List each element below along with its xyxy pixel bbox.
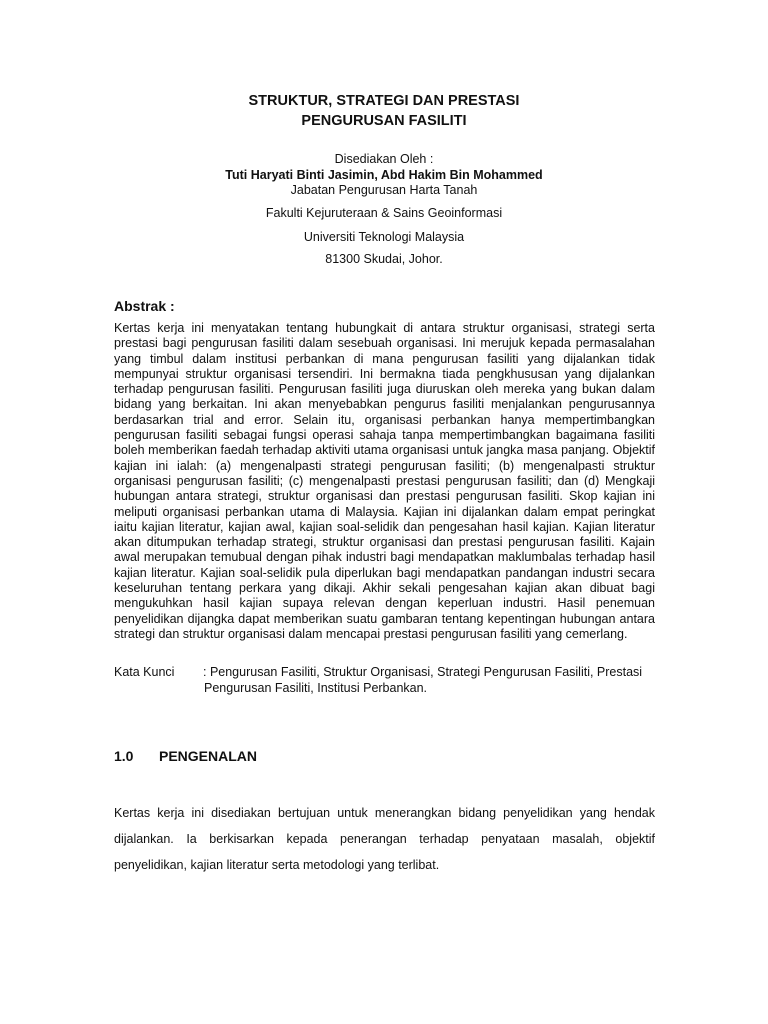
abstract-line: awal merupakan temubual dengan pihak industri bagi mendapatkan maklumbalas terhadap hasil <box>114 550 655 565</box>
abstract-body <box>114 321 655 642</box>
prepared-by-label: Disediakan Oleh : <box>334 152 434 166</box>
abstract-line: mempunyai struktur organisasi tersendiri. Ini bermakna tiada pengkhususan yang dijalankan <box>114 366 655 381</box>
paper-title <box>0 92 768 130</box>
abstract-line: akan ditumpukan terhadap strategi, struktur organisasi dan prestasi pengurusan fasiliti. Kajain <box>114 535 655 550</box>
abstract-line: kajian literatur. Kajian soal-selidik pula diperlukan bagi mendapatkan pandangan industri secara <box>114 565 655 580</box>
keywords-line-1: : Pengurusan Fasiliti, Struktur Organisasi, Strategi Pengurusan Fasiliti, Prestasi <box>203 665 643 679</box>
abstract-line: berdasarkan trial and error. Selain itu, organisasi perbankan hanya mempertimbangkan <box>114 412 655 427</box>
keywords-text <box>203 665 663 696</box>
keywords-line-2: Pengurusan Fasiliti, Institusi Perbankan. <box>204 680 428 695</box>
paper-title-line-2: PENGURUSAN FASILITI <box>301 113 467 129</box>
abstract-line: iaitu kajian literatur, kajian awal, kajian soal-selidik dan pengesahan hasil kajian. Kajian literatur <box>114 519 655 534</box>
abstract-line: hubungan antara strategi, struktur organisasi dan prestasi pengurusan fasiliti. Skop kajian ini <box>114 489 655 504</box>
paper-title-line-1: STRUKTUR, STRATEGI DAN PRESTASI <box>248 93 520 109</box>
abstract-heading: Abstrak : <box>114 298 175 314</box>
abstract-line: meliputi organisasi perbankan utama di Malaysia. Kajian ini dijalankan dalam empat peringkat <box>114 504 655 519</box>
keywords-label: Kata Kunci <box>114 665 175 679</box>
introduction-line: Kertas kerja ini disediakan bertujuan untuk menerangkan bidang penyelidikan yang hendak <box>114 806 655 820</box>
abstract-line: penyelidikan dijangka dapat memberikan suatu gambaran tentang kepentingan hubungan antara <box>114 611 655 626</box>
abstract-line: yang timbul dalam institusi perbankan di mana pengurusan fasiliti yang dijalankan tidak <box>114 351 655 366</box>
author-names: Tuti Haryati Binti Jasimin, Abd Hakim Bin Mohammed <box>225 168 543 182</box>
faculty-name: Fakulti Kejuruteraan & Sains Geoinformasi <box>265 206 503 220</box>
abstract-line: organisasi pengurusan fasiliti; (c) mengenalpasti prestasi pengurusan fasiliti; dan (d) Mengkaji <box>114 473 655 488</box>
abstract-line: prestasi bagi pengurusan fasiliti dalam sesebuah organisasi. Ini merujuk kepada permasalahan <box>114 336 655 351</box>
abstract-line: bidang yang berkaitan. Ini akan menyebabkan pengurus fasiliti menjalankan pengurusannya <box>114 397 655 412</box>
abstract-line: mengukuhkan hasil kajian supaya relevan dengan keperluan industri. Hasil penemuan <box>114 596 655 611</box>
abstract-line: Kertas kerja ini menyatakan tentang hubungkait di antara struktur organisasi, strategi serta <box>114 321 655 335</box>
address: 81300 Skudai, Johor. <box>325 252 443 266</box>
abstract-line: boleh memberikan faedah terhadap aktiviti utama organisasi untuk jangka masa panjang. Objektif <box>114 443 655 458</box>
abstract-line: pengurusan fasiliti sebagai fungsi operasi sahaja tanpa mempertimbangkan bagaimana fasiliti <box>114 428 655 443</box>
section-heading: PENGENALAN <box>159 748 258 764</box>
university-name: Universiti Teknologi Malaysia <box>303 230 465 244</box>
abstract-line: terhadap pengurusan fasiliti. Pengurusan fasiliti juga diuruskan oleh mereka yang bukan dalam <box>114 382 655 397</box>
department-name: Jabatan Pengurusan Harta Tanah <box>290 183 478 197</box>
introduction-line: penyelidikan, kajian literatur serta metodologi yang terlibat. <box>114 858 440 872</box>
abstract-line: kajian ini ialah: (a) mengenalpasti strategi pengurusan fasiliti; (b) mengenalpasti struktur <box>114 458 655 473</box>
section-number: 1.0 <box>114 748 134 764</box>
introduction-line: dijalankan. Ia berkisarkan kepada penerangan terhadap penyataan masalah, objektif <box>114 832 655 846</box>
abstract-line: strategi dan struktur organisasi dalam mencapai prestasi pengurusan fasiliti yang cemerlang. <box>114 626 628 641</box>
introduction-body <box>114 800 655 878</box>
abstract-line: keseluruhan tentang perkara yang dikaji. Akhir sekali pengesahan kajian akan dibuat bagi <box>114 581 655 596</box>
